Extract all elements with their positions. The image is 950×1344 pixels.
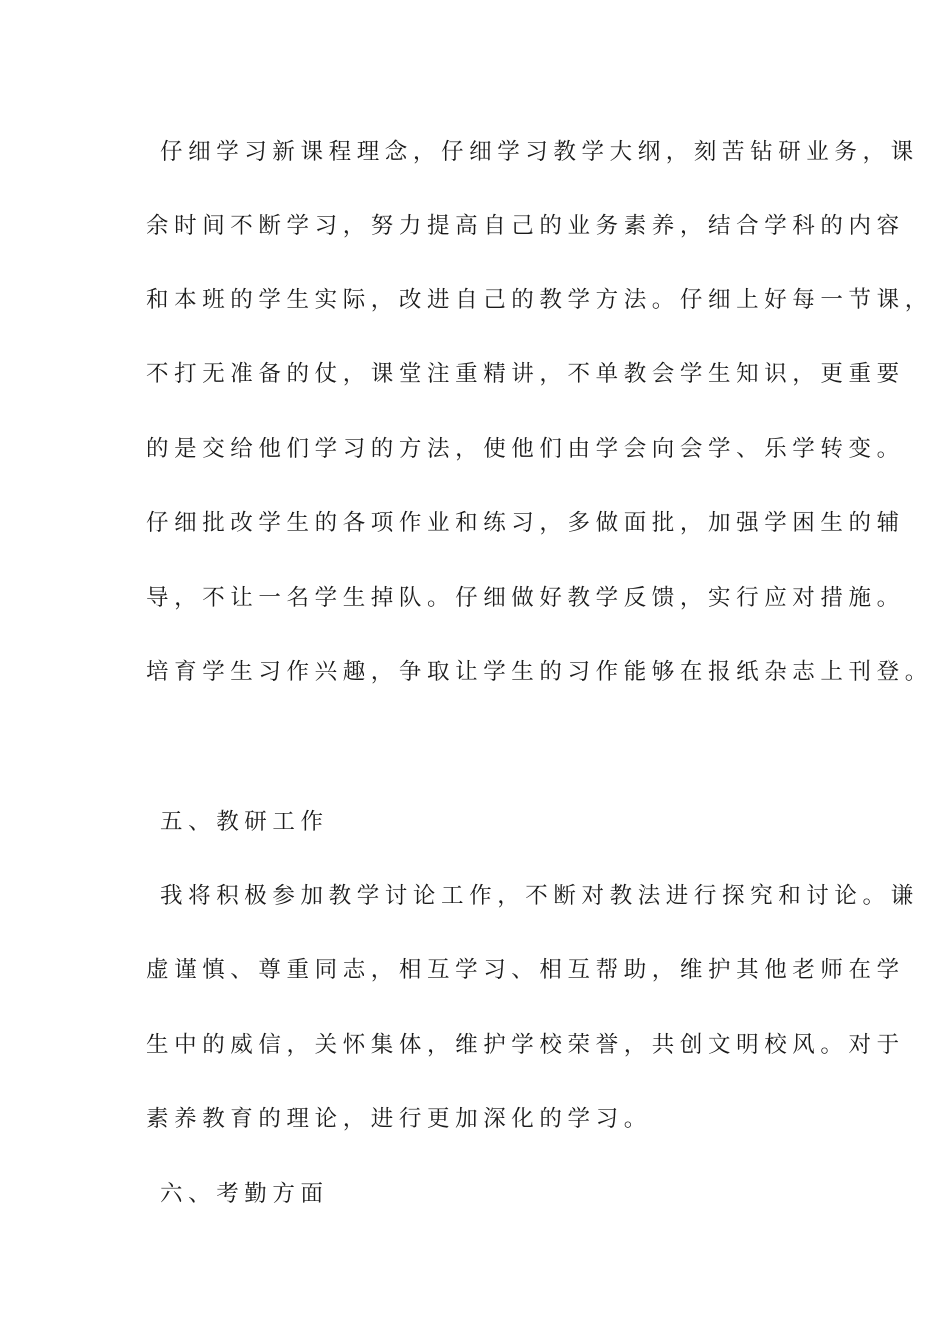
text-line: 仔细批改学生的各项作业和练习，多做面批，加强学困生的辅 <box>146 510 905 536</box>
text-line: 余时间不断学习，努力提高自己的业务素养，结合学科的内容 <box>146 213 905 239</box>
section-heading-research: 五、教研工作 <box>160 809 329 835</box>
text-line: 导，不让一名学生掉队。仔细做好教学反馈，实行应对措施。 <box>146 585 905 611</box>
text-line: 培育学生习作兴趣，争取让学生的习作能够在报纸杂志上刊登。 <box>146 659 933 685</box>
text-line: 虚谨慎、尊重同志，相互学习、相互帮助，维护其他老师在学 <box>146 957 905 983</box>
text-line: 不打无准备的仗，课堂注重精讲，不单教会学生知识，更重要 <box>146 361 905 387</box>
text-line: 我将积极参加教学讨论工作，不断对教法进行探究和讨论。谦 <box>160 883 919 909</box>
text-line: 的是交给他们学习的方法，使他们由学会向会学、乐学转变。 <box>146 436 905 462</box>
text-line: 和本班的学生实际，改进自己的教学方法。仔细上好每一节课， <box>146 287 933 313</box>
text-line: 素养教育的理论，进行更加深化的学习。 <box>146 1106 652 1132</box>
section-heading-attendance: 六、考勤方面 <box>160 1181 329 1207</box>
text-line: 仔细学习新课程理念，仔细学习教学大纲，刻苦钻研业务，课 <box>160 139 919 165</box>
text-line: 生中的威信，关怀集体，维护学校荣誉，共创文明校风。对于 <box>146 1032 905 1058</box>
